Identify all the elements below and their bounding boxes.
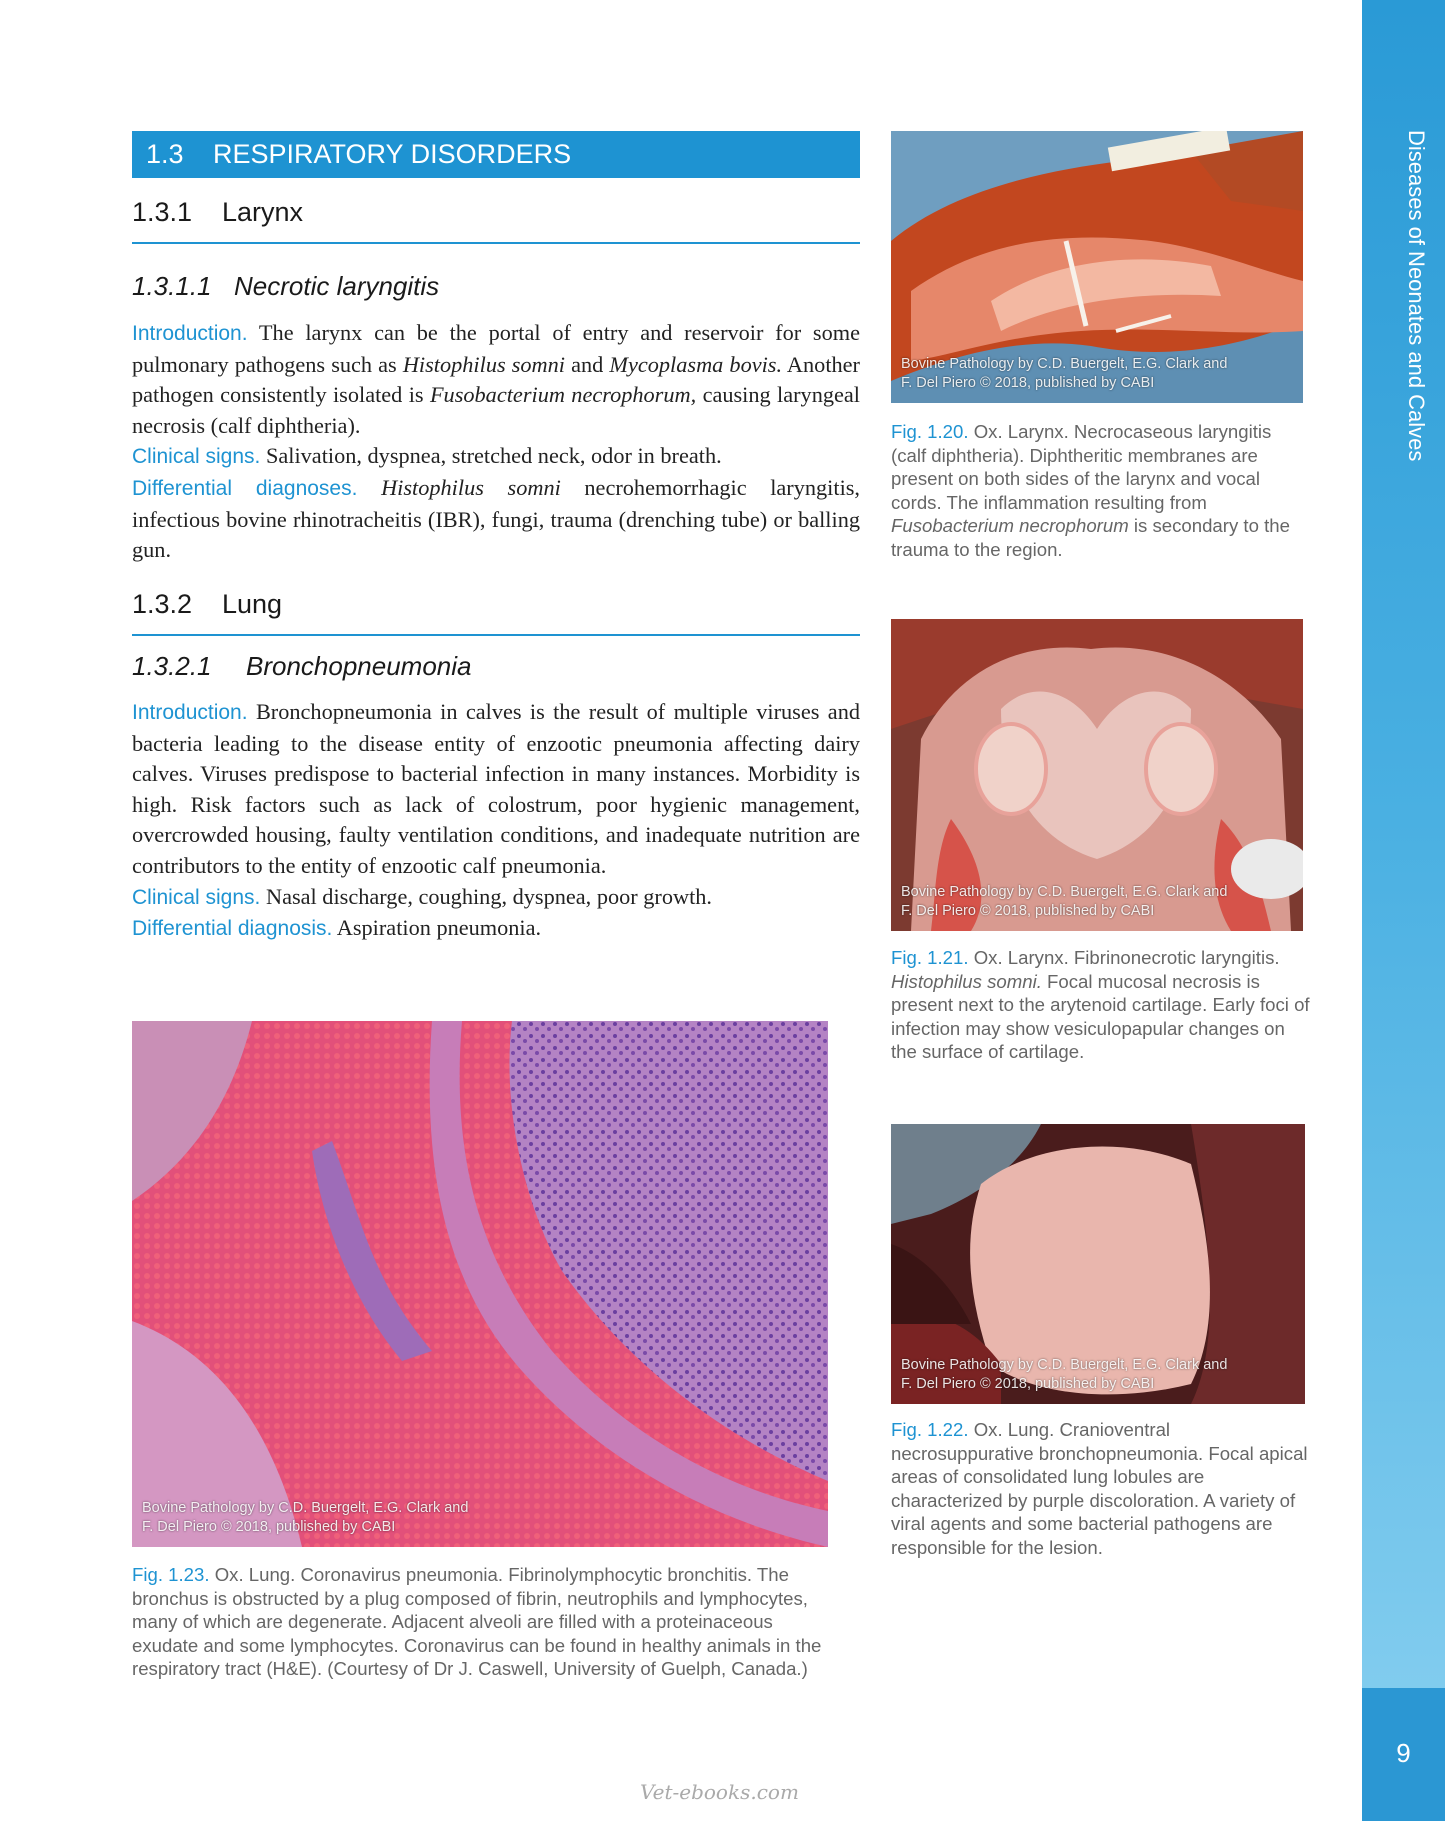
- differential-paragraph: Differential diagnosis. Aspiration pneumonia.: [132, 915, 542, 941]
- subsection-number: 1.3.2: [132, 589, 193, 619]
- section-heading: [132, 131, 860, 178]
- section-title: RESPIRATORY DISORDERS: [213, 139, 572, 169]
- subsection-number: 1.3.1: [132, 197, 193, 227]
- section-number: 1.3: [146, 139, 184, 169]
- subsubsection-title: Bronchopneumonia: [246, 651, 472, 681]
- figure-1-20-caption: Fig. 1.20. Ox. Larynx. Necrocaseous laryngitis (calf diphtheria). Diphtheritic membranes are present on both sides of the larynx and vocal cords. The inflammation resulting from Fusobacterium necrophorum is secondary to the trauma to the region.: [891, 421, 1290, 560]
- intro-paragraph: Introduction. The larynx can be the portal of entry and reservoir for some pulmonary pathogens such as Histophilus somni and Mycoplasma bovis. Another pathogen consistently isolated is Fusobacterium necrophorum, causing laryngeal necrosis (calf diphtheria).: [132, 320, 860, 438]
- figure-1-20-image: [891, 131, 1303, 403]
- intro-paragraph: Introduction. Bronchopneumonia in calves is the result of multiple viruses and bacteria leading to the disease entity of enzootic pneumonia affecting dairy calves. Viruses predispose to bacterial infection in many instances. Morbidity is high. Risk factors such as lack of colostrum, poor hygienic management, overcrowded housing, faulty ventilation conditions, and inadequate nutrition are contributors to the entity of enzootic calf pneumonia.: [132, 699, 860, 878]
- subsection-heading-larynx: [132, 197, 860, 228]
- figure-1-23-caption: Fig. 1.23. Ox. Lung. Coronavirus pneumonia. Fibrinolymphocytic bronchitis. The bronchus is obstructed by a plug composed of fibrin, neutrophils and lymphocytes, many of which are degenerate. Adjacent alveoli are filled with a proteinaceous exudate and some lymphocytes. Coronavirus can be found in healthy animals in the respiratory tract (H&E). (Courtesy of Dr J. Caswell, University of Guelph, Canada.): [132, 1564, 822, 1679]
- subsection-title: Larynx: [222, 197, 304, 227]
- clinical-signs-paragraph: Clinical signs. Nasal discharge, coughing, dyspnea, poor growth.: [132, 883, 713, 909]
- footer-watermark: Vet-ebooks.com: [640, 1780, 799, 1804]
- chapter-title: Diseases of Neonates and Calves: [1404, 130, 1429, 462]
- subsubsection-title: Necrotic laryngitis: [234, 271, 440, 301]
- subsection-title: Lung: [222, 589, 283, 619]
- figure-1-23-image: [132, 1021, 828, 1547]
- clinical-signs-paragraph: Clinical signs. Salivation, dyspnea, stretched neck, odor in breath.: [132, 443, 722, 469]
- subsubsection-number: 1.3.2.1: [132, 651, 212, 681]
- subsubsection-number: 1.3.1.1: [132, 271, 212, 301]
- figure-1-22-image: [891, 1124, 1305, 1404]
- image-credit: Bovine Pathology by C.D. Buergelt, E.G. Clark and F. Del Piero © 2018, published by CABI: [901, 884, 1228, 919]
- subsubsection-heading-bronchopneumonia: [132, 651, 860, 682]
- lung-body: [132, 697, 860, 945]
- section-rule: [132, 634, 860, 636]
- image-credit: Bovine Pathology by C.D. Buergelt, E.G. Clark and F. Del Piero © 2018, published by CABI: [901, 356, 1228, 391]
- figure-1-21-image: [891, 619, 1303, 931]
- figure-1-22-caption: Fig. 1.22. Ox. Lung. Cranioventral necrosuppurative bronchopneumonia. Focal apical areas of consolidated lung lobules are characterized by purple discoloration. A variety of viral agents and some bacterial pathogens are responsible for the lesion.: [891, 1419, 1308, 1558]
- page-number: 9: [1396, 1738, 1411, 1768]
- section-rule: [132, 242, 860, 244]
- image-credit: Bovine Pathology by C.D. Buergelt, E.G. Clark and F. Del Piero © 2018, published by CABI: [901, 1357, 1228, 1392]
- figure-1-21-caption: Fig. 1.21. Ox. Larynx. Fibrinonecrotic laryngitis. Histophilus somni. Focal mucosal necrosis is present next to the arytenoid cartilage. Early foci of infection may show vesiculopapular changes on the surface of cartilage.: [891, 947, 1310, 1062]
- subsection-heading-lung: [132, 589, 860, 620]
- differential-paragraph: Differential diagnoses. Histophilus somni necrohemorrhagic laryngitis, infectious bovine rhinotracheitis (IBR), fungi, trauma (drenching tube) or balling gun.: [132, 474, 861, 563]
- subsubsection-heading-necrotic-laryngitis: [132, 271, 860, 302]
- larynx-body: [132, 318, 860, 566]
- image-credit: Bovine Pathology by C.D. Buergelt, E.G. Clark and F. Del Piero © 2018, published by CABI: [142, 1500, 469, 1535]
